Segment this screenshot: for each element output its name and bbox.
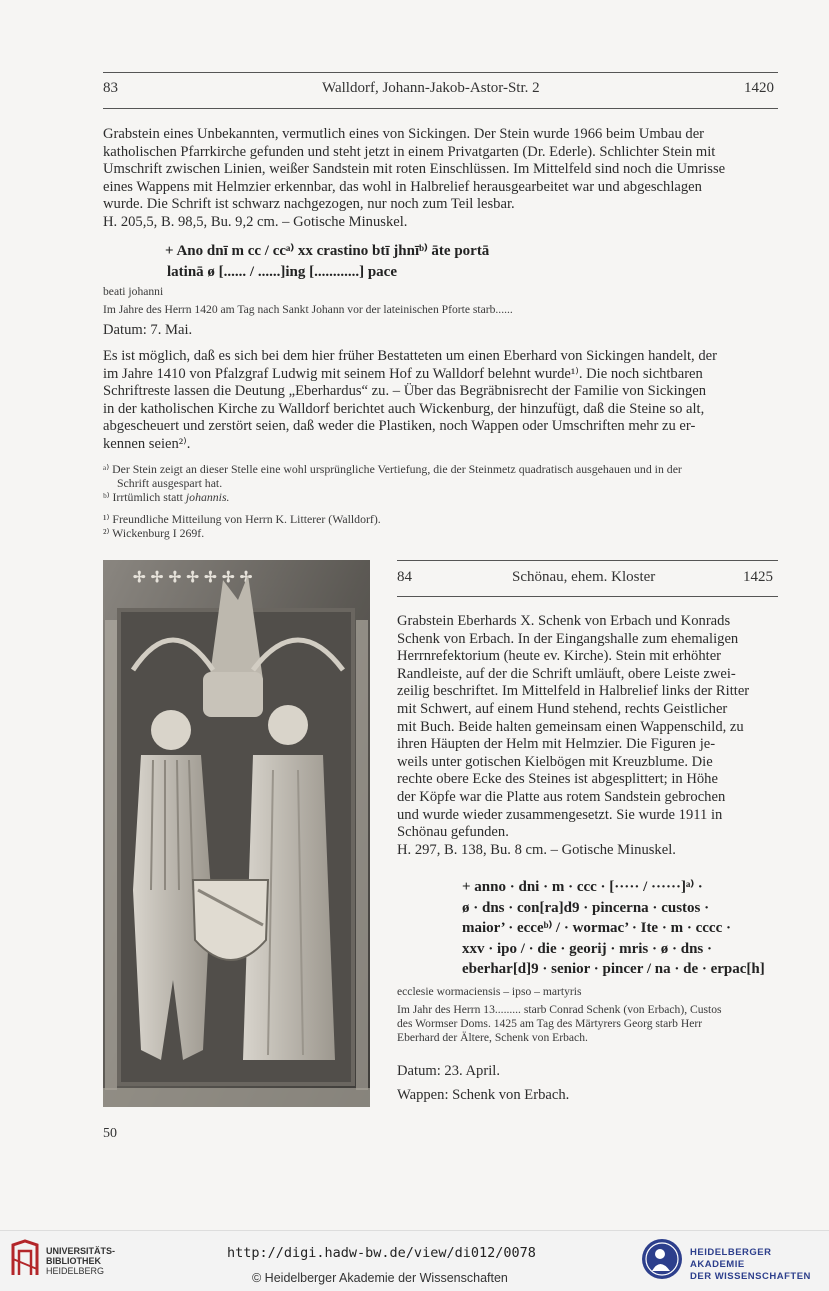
inscription-line: + anno · dni · m · ccc · [····· / ······]ᵃ⁾ ·: [462, 879, 703, 895]
text-line: wurde. Die Schrift ist schwarz nachgezogen, nur noch zum Teil lesbar.: [103, 196, 515, 213]
entry84-datum: Datum: 23. April.: [397, 1063, 500, 1079]
text-line: Schenk von Erbach. In der Eingangshalle zum ehemaligen: [397, 630, 739, 647]
inscription-line: maior’ · ecceᵇ⁾ / · wormac’ · Ite · m · cccc ·: [462, 920, 731, 936]
entry84-top-rule: [397, 560, 778, 561]
text-line: der Köpfe war die Platte aus rotem Sandstein gebrochen: [397, 788, 726, 805]
inscription-line: latinā ø [...... / ......]ing [............] pace: [167, 264, 397, 280]
entry83-translation: Im Jahre des Herrn 1420 am Tag nach Sankt Johann vor der lateinischen Pforte starb......: [103, 303, 513, 316]
ub-logo-text: [46, 1246, 115, 1276]
footnote-b-word: johannis.: [185, 490, 230, 504]
translation-line: des Wormser Doms. 1425 am Tag des Märtyrers Georg starb Herr: [397, 1017, 703, 1030]
top-rule: [103, 72, 778, 73]
entry-number-83: 83: [103, 80, 118, 96]
footnote-1: ¹⁾ Freundliche Mitteilung von Herrn K. Litterer (Walldorf).: [103, 512, 381, 526]
entry83-latin-note: beati johanni: [103, 285, 164, 298]
footnote-a-cont: Schrift ausgespart hat.: [117, 476, 223, 490]
text-line: mit Buch. Beide halten gemeinsam einen Wappenschild, zu: [397, 718, 744, 735]
entry84-header-rule: [397, 596, 778, 597]
entry83-commentary: [103, 348, 778, 454]
text-line: katholischen Pfarrkirche gefunden und steht jetzt in einem Privatgarten (Dr. Ederle). Schlichter Stein mit: [103, 143, 716, 160]
hadw-seal-icon: [640, 1237, 684, 1281]
page-number: 50: [103, 1126, 117, 1141]
footnote-a: ᵃ⁾ Der Stein zeigt an dieser Stelle eine wohl ursprüngliche Vertiefung, die der Steinmetz quadratisch ausgehauen und in der: [103, 462, 682, 476]
text-line: Grabstein eines Unbekannten, vermutlich eines von Sickingen. Der Stein wurde 1966 beim Umbau der: [103, 126, 705, 142]
copyright-notice: © Heidelberger Akademie der Wissenschaften: [252, 1271, 508, 1285]
hadw-logo-line: HEIDELBERGER AKADEMIE: [690, 1247, 772, 1270]
entry83-footnotes: [103, 462, 783, 540]
header-rule: [103, 108, 778, 109]
tombstone-photo: [103, 560, 370, 1107]
text-line: in der katholischen Kirche zu Walldorf berichtet auch Wickenburg, der hinzufügt, daß die Steine so alt,: [103, 400, 705, 417]
text-line: mit Schwert, auf einem Hund stehend, rechts Geistlicher: [397, 700, 728, 717]
text-line: kennen seien²⁾.: [103, 435, 191, 452]
entry84-wappen: Wappen: Schenk von Erbach.: [397, 1087, 570, 1103]
text-line: ihren Häupten der Helm mit Helmzier. Die Figuren je-: [397, 736, 716, 753]
entry-location-84: Schönau, ehem. Kloster: [512, 569, 656, 585]
inscription-line: eberhar[d]9 · senior · pincer / na · de · erpac[h]: [462, 961, 765, 977]
ub-logo-line: BIBLIOTHEK: [46, 1256, 101, 1266]
text-line: Grabstein Eberhards X. Schenk von Erbach und Konrads: [397, 613, 731, 629]
translation-line: Im Jahr des Herrn 13......... starb Conrad Schenk (von Erbach), Custos: [397, 1003, 722, 1016]
footnote-2: ²⁾ Wickenburg I 269f.: [103, 526, 205, 540]
text-line: Randleiste, auf der die Schrift umläuft, obere Leiste zwei-: [397, 665, 736, 682]
text-line: abgescheuert und zerstört seien, daß weder die Plastiken, noch Wappen oder Umschriften mehr zu er-: [103, 418, 696, 435]
text-line: H. 205,5, B. 98,5, Bu. 9,2 cm. – Gotische Minuskel.: [103, 213, 408, 230]
text-line: Umschrift zwischen Linien, weißer Sandstein mit roten Einschlüssen. Im Mittelfeld sind noch die Umrisse: [103, 161, 726, 178]
text-line: H. 297, B. 138, Bu. 8 cm. – Gotische Minuskel.: [397, 841, 676, 858]
tombstone-illustration: [103, 560, 370, 1107]
entry84-description: [397, 613, 778, 859]
translation-line: Eberhard der Ältere, Schenk von Erbach.: [397, 1031, 588, 1044]
hadw-logo-line: DER WISSENSCHAFTEN: [690, 1271, 811, 1282]
entry83-inscription: [165, 241, 585, 283]
footnote-b-text: ᵇ⁾ Irrtümlich statt: [103, 490, 186, 504]
entry83-description: [103, 126, 778, 232]
text-line: Schriftreste lassen die Deutung „Eberhardus“ zu. – Über das Begräbnisrecht der Familie von Sickingen: [103, 383, 707, 400]
ub-logo-line: HEIDELBERG: [46, 1266, 105, 1276]
text-line: im Jahre 1410 von Pfalzgraf Ludwig mit seinem Hof zu Walldorf belehnt wurde¹⁾. Die noch sichtbaren: [103, 365, 703, 382]
entry-number-84: 84: [397, 569, 412, 585]
hadw-logo-text: [690, 1247, 825, 1283]
ub-logo-icon: [10, 1239, 40, 1277]
permalink-url[interactable]: http://digi.hadw-bw.de/view/di012/0078: [227, 1245, 536, 1261]
inscription-line: ø · dns · con[ra]d9 · pincerna · custos ·: [462, 899, 710, 916]
entry-year-83: 1420: [744, 80, 774, 96]
entry-location-83: Walldorf, Johann-Jakob-Astor-Str. 2: [322, 80, 540, 96]
entry84-inscription: [462, 877, 782, 980]
footnote-b: [103, 490, 783, 504]
entry-year-84: 1425: [743, 569, 773, 585]
text-line: weils unter gotischen Kielbögen mit Kreuzblume. Die: [397, 753, 713, 770]
text-line: und wurde wieder zusammengesetzt. Sie wurde 1911 in: [397, 806, 723, 823]
hadw-logo[interactable]: [640, 1237, 825, 1283]
text-line: rechte obere Ecke des Steines ist abgesplittert; in Höhe: [397, 771, 718, 788]
ub-logo-line: UNIVERSITÄTS-: [46, 1246, 116, 1256]
inscription-line: + Ano dnī m cc / ccᵃ⁾ xx crastino btī jhnīᵇ⁾ āte portā: [165, 243, 490, 259]
entry84-latin-note: ecclesie wormaciensis – ipso – martyris: [397, 985, 582, 998]
text-line: Herrnrefektorium (heute ev. Kirche). Stein mit erhöhter: [397, 648, 722, 665]
viewer-footer: [0, 1230, 829, 1291]
text-line: eines Wappens mit Helmzier erkennbar, das wohl in Halbrelief herausgearbeitet war und abgeschlagen: [103, 178, 702, 195]
entry84-translation: [397, 1003, 778, 1045]
ub-logo[interactable]: [10, 1239, 130, 1279]
text-line: Es ist möglich, daß es sich bei dem hier früher Bestatteten um einen Eberhard von Sickingen handelt, der: [103, 348, 717, 364]
inscription-line: xxv · ipo / · die · georij · mris · ø · dns ·: [462, 940, 713, 957]
text-line: zeilig beschriftet. Im Mittelfeld in Halbrelief links der Ritter: [397, 683, 750, 700]
text-line: Schönau gefunden.: [397, 824, 509, 841]
stone-lettering: ✢ ✢ ✢ ✢ ✢ ✢ ✢: [133, 568, 253, 586]
entry83-datum: Datum: 7. Mai.: [103, 322, 193, 338]
